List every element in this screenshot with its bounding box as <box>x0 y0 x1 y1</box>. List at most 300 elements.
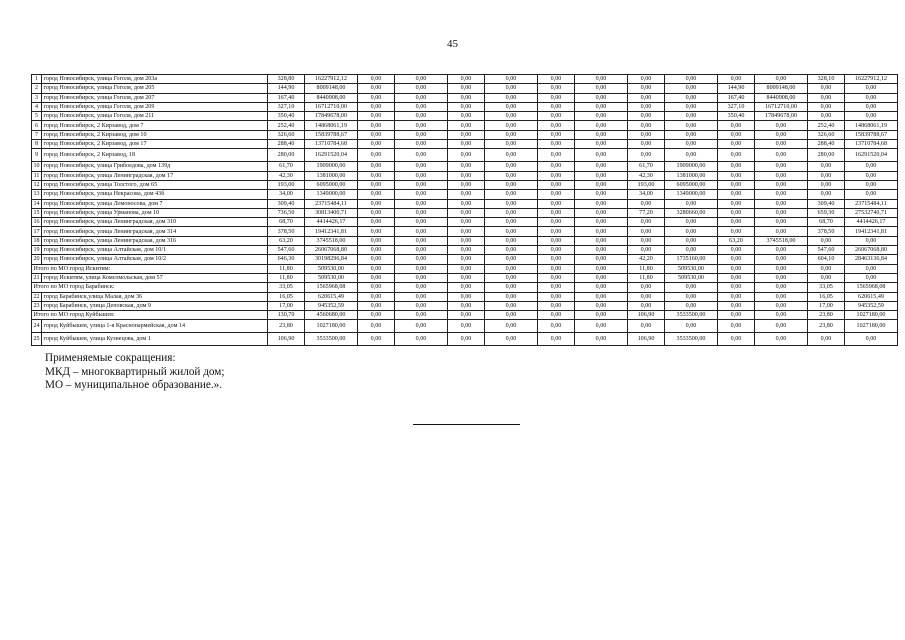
cost-value-cell: 0,00 <box>755 180 808 189</box>
cost-value-cell: 8009148,00 <box>755 84 808 93</box>
cost-value-cell: 1735160,00 <box>665 255 718 264</box>
row-number: 1 <box>32 75 42 84</box>
area-value-cell: 167,40 <box>718 93 755 102</box>
cost-value-cell: 16291520,04 <box>305 149 358 162</box>
building-address: город Новосибирск, улица Алтайская, дом 10/2 <box>42 255 268 264</box>
area-value-cell: 16,05 <box>808 292 845 301</box>
area-value-cell: 0,00 <box>808 236 845 245</box>
area-value-cell: 130,70 <box>268 311 305 320</box>
cost-value-cell: 0,00 <box>845 84 898 93</box>
row-number: 16 <box>33 219 40 226</box>
area-value-cell: 0,00 <box>538 199 575 208</box>
table-row <box>32 121 898 130</box>
cost-value-cell: 0,00 <box>665 149 718 162</box>
area-value-cell: 0,00 <box>718 162 755 171</box>
building-address: город Новосибирск, улица Ленинградская, дом 316 <box>42 236 268 245</box>
area-value-cell: 0,00 <box>448 75 485 84</box>
cost-value-cell: 1349000,00 <box>305 190 358 199</box>
cost-value-cell: 0,00 <box>575 112 628 121</box>
area-value-cell: 0,00 <box>628 218 665 227</box>
area-value-cell: 0,00 <box>358 75 395 84</box>
cost-value-cell: 0,00 <box>665 121 718 130</box>
area-value-cell: 0,00 <box>448 102 485 111</box>
area-value-cell: 0,00 <box>538 236 575 245</box>
cost-value-cell: 0,00 <box>665 283 718 292</box>
cost-value-cell: 0,00 <box>665 140 718 149</box>
cost-value-cell: 945352,59 <box>305 301 358 310</box>
housing-registry-table <box>31 74 898 346</box>
cost-value-cell: 13710784,68 <box>845 140 898 149</box>
building-address: город Куйбышев, улица Кузнецова, дом 1 <box>42 333 268 346</box>
building-address: город Новосибирск, улица Ленинградская, дом 314 <box>42 227 268 236</box>
area-value-cell: 0,00 <box>538 121 575 130</box>
cost-value-cell: 17849678,00 <box>305 112 358 121</box>
cost-value-cell: 1027180,00 <box>845 320 898 333</box>
area-value-cell: 0,00 <box>448 320 485 333</box>
area-value-cell: 0,00 <box>538 320 575 333</box>
area-value-cell: 0,00 <box>358 227 395 236</box>
row-number: 23 <box>33 302 40 309</box>
area-value-cell: 61,70 <box>628 162 665 171</box>
row-number: 22 <box>33 293 40 300</box>
row-number: 4 <box>32 102 42 111</box>
table-row <box>32 171 898 180</box>
area-value-cell: 0,00 <box>718 121 755 130</box>
area-value-cell: 11,80 <box>628 264 665 273</box>
area-value-cell: 0,00 <box>448 236 485 245</box>
row-number: 9 <box>32 149 42 162</box>
area-value-cell: 280,00 <box>268 149 305 162</box>
area-value-cell: 0,00 <box>718 227 755 236</box>
area-value-cell: 0,00 <box>538 84 575 93</box>
cost-value-cell: 0,00 <box>395 283 448 292</box>
area-value-cell: 0,00 <box>628 84 665 93</box>
area-value-cell: 0,00 <box>628 292 665 301</box>
cost-value-cell: 0,00 <box>845 102 898 111</box>
subtotal-row <box>32 311 898 320</box>
table-row <box>32 236 898 245</box>
cost-value-cell: 0,00 <box>395 162 448 171</box>
area-value-cell: 0,00 <box>628 320 665 333</box>
building-address: город Новосибирск, улица Некрасова, дом 43б <box>42 190 268 199</box>
area-value-cell: 0,00 <box>718 273 755 282</box>
cost-value-cell: 0,00 <box>845 273 898 282</box>
cost-value-cell: 1381000,00 <box>665 171 718 180</box>
area-value-cell: 0,00 <box>538 102 575 111</box>
subtotal-label: Итого по МО город Искитим: <box>32 264 268 273</box>
area-value-cell: 252,40 <box>808 121 845 130</box>
cost-value-cell: 0,00 <box>845 171 898 180</box>
area-value-cell: 280,00 <box>808 149 845 162</box>
area-value-cell: 0,00 <box>448 199 485 208</box>
area-value-cell: 0,00 <box>538 311 575 320</box>
cost-value-cell: 6095000,00 <box>665 180 718 189</box>
area-value-cell: 0,00 <box>718 171 755 180</box>
area-value-cell: 0,00 <box>808 162 845 171</box>
area-value-cell: 0,00 <box>538 208 575 217</box>
area-value-cell: 42,30 <box>268 171 305 180</box>
area-value-cell: 144,90 <box>718 84 755 93</box>
cost-value-cell: 0,00 <box>575 208 628 217</box>
cost-value-cell: 0,00 <box>665 93 718 102</box>
area-value-cell: 328,10 <box>808 75 845 84</box>
cost-value-cell: 0,00 <box>395 190 448 199</box>
area-value-cell: 106,90 <box>268 333 305 346</box>
subtotal-label: Итого по МО город Барабинск: <box>32 283 268 292</box>
row-number: 25 <box>32 333 42 346</box>
area-value-cell: 63,20 <box>268 236 305 245</box>
cost-value-cell: 0,00 <box>845 93 898 102</box>
cost-value-cell: 0,00 <box>485 333 538 346</box>
area-value-cell: 0,00 <box>448 292 485 301</box>
area-value-cell: 0,00 <box>538 333 575 346</box>
table-row <box>32 273 898 282</box>
area-value-cell: 0,00 <box>358 149 395 162</box>
area-value-cell: 0,00 <box>628 121 665 130</box>
area-value-cell: 0,00 <box>808 190 845 199</box>
area-value-cell: 0,00 <box>448 227 485 236</box>
abbreviation-mo: МО – муниципальное образование.». <box>45 379 223 391</box>
cost-value-cell: 19412341,81 <box>305 227 358 236</box>
area-value-cell: 0,00 <box>538 130 575 139</box>
cost-value-cell: 0,00 <box>755 190 808 199</box>
area-value-cell: 0,00 <box>538 301 575 310</box>
cost-value-cell: 0,00 <box>755 320 808 333</box>
cost-value-cell: 23715484,11 <box>305 199 358 208</box>
area-value-cell: 68,70 <box>268 218 305 227</box>
area-value-cell: 0,00 <box>358 112 395 121</box>
area-value-cell: 0,00 <box>538 264 575 273</box>
abbreviation-mkd: МКД – многоквартирный жилой дом; <box>45 365 225 378</box>
area-value-cell: 0,00 <box>538 162 575 171</box>
cost-value-cell: 0,00 <box>575 162 628 171</box>
area-value-cell: 34,00 <box>268 190 305 199</box>
area-value-cell: 0,00 <box>718 130 755 139</box>
area-value-cell: 0,00 <box>628 75 665 84</box>
area-value-cell: 0,00 <box>448 171 485 180</box>
cost-value-cell: 0,00 <box>485 320 538 333</box>
area-value-cell: 0,00 <box>718 218 755 227</box>
cost-value-cell: 0,00 <box>665 227 718 236</box>
row-number: 14 <box>33 200 40 207</box>
cost-value-cell: 0,00 <box>395 121 448 130</box>
cost-value-cell: 23715484,11 <box>845 199 898 208</box>
cost-value-cell: 8440908,00 <box>755 93 808 102</box>
row-number: 2 <box>32 84 42 93</box>
area-value-cell: 0,00 <box>628 130 665 139</box>
cost-value-cell: 0,00 <box>395 227 448 236</box>
row-number: 13 <box>33 191 40 198</box>
cost-value-cell: 0,00 <box>755 121 808 130</box>
cost-value-cell: 3533500,00 <box>665 311 718 320</box>
area-value-cell: 0,00 <box>448 121 485 130</box>
cost-value-cell: 15839788,67 <box>845 130 898 139</box>
cost-value-cell: 0,00 <box>575 283 628 292</box>
area-value-cell: 327,10 <box>718 102 755 111</box>
building-address: город Новосибирск, улица Гоголя, дом 207 <box>42 93 268 102</box>
cost-value-cell: 0,00 <box>575 102 628 111</box>
abbreviations-title: Применяемые сокращения: <box>45 352 176 364</box>
cost-value-cell: 0,00 <box>395 149 448 162</box>
cost-value-cell: 0,00 <box>755 264 808 273</box>
cost-value-cell: 0,00 <box>755 199 808 208</box>
area-value-cell: 0,00 <box>628 112 665 121</box>
area-value-cell: 0,00 <box>808 102 845 111</box>
area-value-cell: 193,00 <box>268 180 305 189</box>
cost-value-cell: 0,00 <box>665 84 718 93</box>
area-value-cell: 0,00 <box>358 283 395 292</box>
area-value-cell: 0,00 <box>538 112 575 121</box>
table-row <box>32 102 898 111</box>
area-value-cell: 0,00 <box>628 246 665 255</box>
row-number: 18 <box>33 237 40 244</box>
subtotal-row <box>32 283 898 292</box>
area-value-cell: 0,00 <box>808 93 845 102</box>
cost-value-cell: 0,00 <box>755 292 808 301</box>
area-value-cell: 0,00 <box>448 264 485 273</box>
cost-value-cell: 6095000,00 <box>305 180 358 189</box>
area-value-cell: 328,80 <box>268 75 305 84</box>
cost-value-cell: 0,00 <box>575 320 628 333</box>
area-value-cell: 23,80 <box>808 311 845 320</box>
cost-value-cell: 0,00 <box>485 112 538 121</box>
cost-value-cell: 0,00 <box>665 301 718 310</box>
cost-value-cell: 0,00 <box>485 199 538 208</box>
table-row <box>32 292 898 301</box>
row-number: 6 <box>32 121 42 130</box>
area-value-cell: 0,00 <box>538 273 575 282</box>
area-value-cell: 326,60 <box>268 130 305 139</box>
cost-value-cell: 0,00 <box>395 102 448 111</box>
cost-value-cell: 0,00 <box>755 301 808 310</box>
table-row <box>32 190 898 199</box>
cost-value-cell: 0,00 <box>575 190 628 199</box>
cost-value-cell: 0,00 <box>485 93 538 102</box>
area-value-cell: 547,60 <box>808 246 845 255</box>
cost-value-cell: 509530,00 <box>665 273 718 282</box>
area-value-cell: 0,00 <box>358 246 395 255</box>
area-value-cell: 0,00 <box>448 218 485 227</box>
cost-value-cell: 0,00 <box>575 292 628 301</box>
cost-value-cell: 0,00 <box>755 140 808 149</box>
cost-value-cell: 0,00 <box>665 75 718 84</box>
cost-value-cell: 0,00 <box>395 171 448 180</box>
area-value-cell: 0,00 <box>628 102 665 111</box>
cost-value-cell: 30198296,84 <box>305 255 358 264</box>
cost-value-cell: 0,00 <box>485 292 538 301</box>
page-number: 45 <box>447 38 458 50</box>
area-value-cell: 0,00 <box>718 190 755 199</box>
area-value-cell: 0,00 <box>628 236 665 245</box>
row-number: 7 <box>32 130 42 139</box>
area-value-cell: 0,00 <box>718 292 755 301</box>
cost-value-cell: 0,00 <box>485 236 538 245</box>
area-value-cell: 0,00 <box>448 93 485 102</box>
area-value-cell: 0,00 <box>448 140 485 149</box>
cost-value-cell: 0,00 <box>485 84 538 93</box>
area-value-cell: 0,00 <box>358 93 395 102</box>
area-value-cell: 0,00 <box>358 180 395 189</box>
building-address: город Новосибирск, улица Толстого, дом 65 <box>42 180 268 189</box>
cost-value-cell: 0,00 <box>395 333 448 346</box>
cost-value-cell: 0,00 <box>755 75 808 84</box>
area-value-cell: 0,00 <box>358 292 395 301</box>
cost-value-cell: 4414426,17 <box>845 218 898 227</box>
cost-value-cell: 0,00 <box>665 199 718 208</box>
building-address: город Новосибирск, улица Ленинградская, дом 17 <box>42 171 268 180</box>
cost-value-cell: 0,00 <box>395 301 448 310</box>
area-value-cell: 288,40 <box>268 140 305 149</box>
row-number: 12 <box>33 182 40 189</box>
area-value-cell: 0,00 <box>718 140 755 149</box>
area-value-cell: 0,00 <box>718 333 755 346</box>
row-number: 8 <box>32 140 42 149</box>
cost-value-cell: 0,00 <box>755 273 808 282</box>
table-row <box>32 218 898 227</box>
area-value-cell: 0,00 <box>358 171 395 180</box>
table-row <box>32 208 898 217</box>
area-value-cell: 252,40 <box>268 121 305 130</box>
cost-value-cell: 0,00 <box>845 236 898 245</box>
table-row <box>32 93 898 102</box>
area-value-cell: 0,00 <box>358 208 395 217</box>
area-value-cell: 0,00 <box>538 255 575 264</box>
cost-value-cell: 3533500,00 <box>305 333 358 346</box>
end-separator-line <box>413 424 520 425</box>
area-value-cell: 0,00 <box>718 208 755 217</box>
cost-value-cell: 13710784,68 <box>305 140 358 149</box>
area-value-cell: 16,05 <box>268 292 305 301</box>
cost-value-cell: 0,00 <box>485 149 538 162</box>
cost-value-cell: 0,00 <box>395 246 448 255</box>
area-value-cell: 33,05 <box>268 283 305 292</box>
area-value-cell: 0,00 <box>358 140 395 149</box>
cost-value-cell: 15839788,67 <box>305 130 358 139</box>
cost-value-cell: 0,00 <box>575 75 628 84</box>
cost-value-cell: 0,00 <box>755 208 808 217</box>
area-value-cell: 63,20 <box>718 236 755 245</box>
cost-value-cell: 1565968,08 <box>305 283 358 292</box>
cost-value-cell: 0,00 <box>575 246 628 255</box>
area-value-cell: 0,00 <box>448 333 485 346</box>
cost-value-cell: 0,00 <box>575 218 628 227</box>
building-address: город Барабинск, улица Деповская, дом 9 <box>42 301 268 310</box>
area-value-cell: 0,00 <box>448 84 485 93</box>
area-value-cell: 0,00 <box>358 273 395 282</box>
area-value-cell: 11,80 <box>268 273 305 282</box>
cost-value-cell: 0,00 <box>485 208 538 217</box>
area-value-cell: 0,00 <box>718 199 755 208</box>
cost-value-cell: 0,00 <box>485 301 538 310</box>
area-value-cell: 0,00 <box>718 264 755 273</box>
cost-value-cell: 0,00 <box>575 311 628 320</box>
cost-value-cell: 509530,00 <box>305 264 358 273</box>
cost-value-cell: 0,00 <box>485 227 538 236</box>
cost-value-cell: 0,00 <box>485 75 538 84</box>
cost-value-cell: 0,00 <box>485 264 538 273</box>
area-value-cell: 0,00 <box>538 227 575 236</box>
cost-value-cell: 17849678,00 <box>755 112 808 121</box>
building-address: город Барабинск,улица Малая, дом 36 <box>42 292 268 301</box>
area-value-cell: 0,00 <box>358 199 395 208</box>
cost-value-cell: 0,00 <box>485 218 538 227</box>
row-number: 5 <box>32 112 42 121</box>
area-value-cell: 0,00 <box>448 112 485 121</box>
building-address: город Новосибирск, 2 Кирзавод, дом 7 <box>42 121 268 130</box>
cost-value-cell: 0,00 <box>845 190 898 199</box>
cost-value-cell: 4414426,17 <box>305 218 358 227</box>
area-value-cell: 309,40 <box>268 199 305 208</box>
abbreviations-block <box>45 352 224 393</box>
cost-value-cell: 0,00 <box>665 112 718 121</box>
cost-value-cell: 0,00 <box>845 162 898 171</box>
cost-value-cell: 0,00 <box>395 93 448 102</box>
cost-value-cell: 0,00 <box>485 121 538 130</box>
cost-value-cell: 14868061,19 <box>845 121 898 130</box>
area-value-cell: 378,50 <box>268 227 305 236</box>
cost-value-cell: 0,00 <box>485 180 538 189</box>
area-value-cell: 0,00 <box>448 130 485 139</box>
subtotal-label: Итого по МО город Куйбышев: <box>32 311 268 320</box>
cost-value-cell: 0,00 <box>395 112 448 121</box>
cost-value-cell: 0,00 <box>575 301 628 310</box>
area-value-cell: 0,00 <box>448 311 485 320</box>
cost-value-cell: 0,00 <box>575 149 628 162</box>
cost-value-cell: 0,00 <box>575 130 628 139</box>
cost-value-cell: 16712710,00 <box>305 102 358 111</box>
cost-value-cell: 16712710,00 <box>755 102 808 111</box>
area-value-cell: 0,00 <box>448 246 485 255</box>
area-value-cell: 0,00 <box>808 84 845 93</box>
area-value-cell: 11,80 <box>628 273 665 282</box>
area-value-cell: 0,00 <box>538 292 575 301</box>
row-number: 10 <box>33 163 40 170</box>
area-value-cell: 33,05 <box>808 283 845 292</box>
cost-value-cell: 0,00 <box>395 264 448 273</box>
area-value-cell: 0,00 <box>718 180 755 189</box>
cost-value-cell: 4560680,00 <box>305 311 358 320</box>
area-value-cell: 0,00 <box>628 227 665 236</box>
area-value-cell: 0,00 <box>358 162 395 171</box>
area-value-cell: 0,00 <box>358 130 395 139</box>
area-value-cell: 0,00 <box>358 301 395 310</box>
area-value-cell: 167,40 <box>268 93 305 102</box>
cost-value-cell: 0,00 <box>395 199 448 208</box>
area-value-cell: 11,80 <box>268 264 305 273</box>
cost-value-cell: 0,00 <box>575 236 628 245</box>
cost-value-cell: 3745518,00 <box>305 236 358 245</box>
area-value-cell: 0,00 <box>538 171 575 180</box>
cost-value-cell: 0,00 <box>665 218 718 227</box>
building-address: город Искитим, улица Комсомольская, дом 57 <box>42 273 268 282</box>
cost-value-cell: 0,00 <box>485 283 538 292</box>
cost-value-cell: 0,00 <box>575 121 628 130</box>
cost-value-cell: 0,00 <box>395 273 448 282</box>
area-value-cell: 736,50 <box>268 208 305 217</box>
area-value-cell: 0,00 <box>808 264 845 273</box>
table-row <box>32 320 898 333</box>
cost-value-cell: 0,00 <box>665 102 718 111</box>
area-value-cell: 23,80 <box>808 320 845 333</box>
cost-value-cell: 0,00 <box>755 311 808 320</box>
cost-value-cell: 0,00 <box>665 236 718 245</box>
table-row <box>32 149 898 162</box>
area-value-cell: 0,00 <box>448 283 485 292</box>
cost-value-cell: 0,00 <box>485 273 538 282</box>
area-value-cell: 0,00 <box>808 112 845 121</box>
cost-value-cell: 0,00 <box>575 273 628 282</box>
cost-value-cell: 0,00 <box>665 130 718 139</box>
